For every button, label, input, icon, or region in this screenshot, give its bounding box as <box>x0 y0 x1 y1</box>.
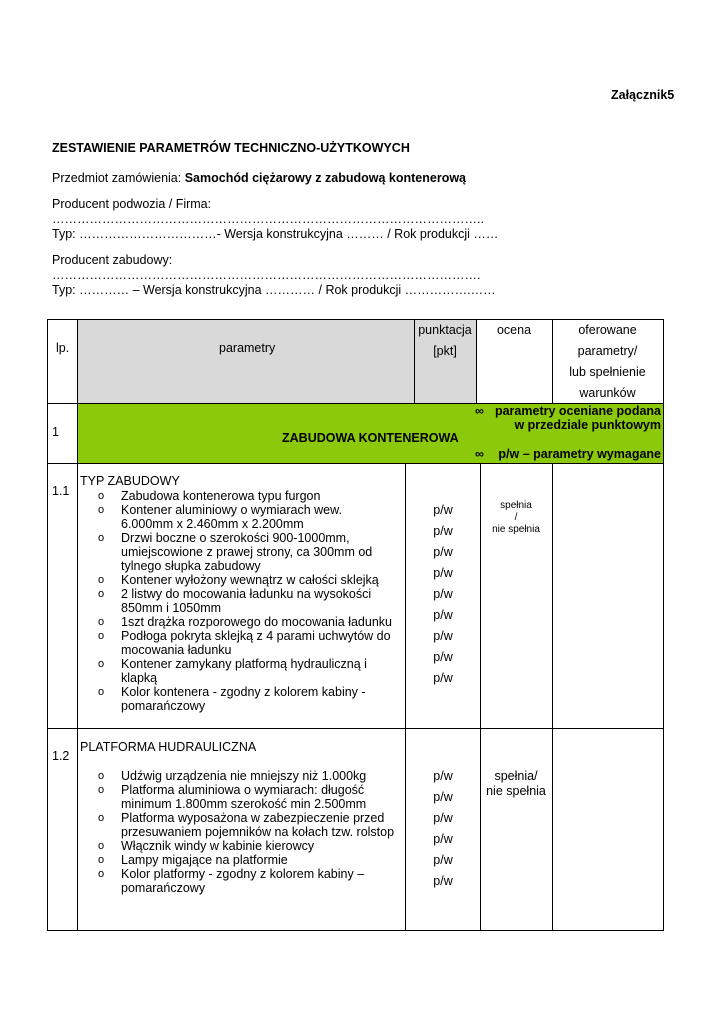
body-producer-dots: …………………………………………………………………………………………. <box>52 268 481 282</box>
bullet-icon: o <box>98 504 105 516</box>
item-line: Kontener zamykany platformą hydrauliczną i <box>121 657 367 671</box>
item-line: Zabudowa kontenerowa typu furgon <box>121 489 321 503</box>
item-line: przesuwaniem pojemników na kołach tzw. rolstop <box>121 825 395 839</box>
points-value: p/w <box>433 587 453 601</box>
item-line: pomarańczowy <box>121 699 206 713</box>
header-lp: lp. <box>56 341 70 355</box>
bullet-icon: o <box>98 574 105 586</box>
legend-symbol-1: ∞ <box>475 404 484 418</box>
bullet-icon: o <box>98 588 105 600</box>
legend-symbol-2: ∞ <box>475 447 484 461</box>
header-bg-parameters <box>77 319 414 403</box>
item-1-2 <box>75 811 405 839</box>
header-points: punktacja [pkt] <box>418 323 472 358</box>
item-0-6 <box>75 629 405 657</box>
chassis-type-line: Typ: ……………………………- Wersja konstrukcyjna ……… / Rok produkcji …… <box>52 227 499 241</box>
points-value: p/w <box>433 545 453 559</box>
bullet-icon: o <box>98 868 105 880</box>
legend-evaluated: parametry oceniane podana w przedziale punktowym <box>494 404 661 432</box>
item-0-2 <box>75 531 405 573</box>
row-items-list <box>75 769 405 895</box>
points-value: p/w <box>433 811 453 825</box>
item-0-4 <box>75 587 405 615</box>
points-value: p/w <box>433 790 453 804</box>
bullet-icon: o <box>98 784 105 796</box>
bullet-icon: o <box>98 770 105 782</box>
section-title: ZABUDOWA KONTENEROWA <box>282 431 459 445</box>
item-line: Kontener wyłożony wewnątrz w całości sklejką <box>121 573 379 587</box>
item-1-4 <box>75 853 405 867</box>
bullet-icon: o <box>98 812 105 824</box>
parameters-table <box>47 319 664 931</box>
item-line: Kolor platformy - zgodny z kolorem kabiny – <box>121 867 365 881</box>
row-title: TYP ZABUDOWY <box>80 474 180 488</box>
legend-required: p/w – parametry wymagane <box>498 447 661 461</box>
item-line: Kontener aluminiowy o wymiarach wew. <box>121 503 342 517</box>
item-line: Podłoga pokryta sklejką z 4 parami uchwytów do <box>121 629 391 643</box>
item-line: klapką <box>121 671 158 685</box>
row-points-column <box>407 766 479 892</box>
points-value: p/w <box>433 524 453 538</box>
subject-line <box>52 171 466 185</box>
points-value: p/w <box>433 671 453 685</box>
item-line: minimum 1.800mm szerokość min 2.500mm <box>121 797 367 811</box>
subject-label: Przedmiot zamówienia: <box>52 171 185 185</box>
row-rating: spełnia/ nie spełnia <box>486 769 546 798</box>
bullet-icon: o <box>98 630 105 642</box>
item-line: 850mm i 1050mm <box>121 601 222 615</box>
item-0-1 <box>75 503 405 531</box>
item-line: mocowania ładunku <box>121 643 232 657</box>
body-producer-label: Producent zabudowy: <box>52 253 173 267</box>
points-value: p/w <box>433 874 453 888</box>
item-line: 2 listwy do mocowania ładunku na wysokości <box>121 587 372 601</box>
item-1-0 <box>75 769 405 783</box>
subject-value: Samochód ciężarowy z zabudową kontenerową <box>184 171 467 185</box>
item-1-1 <box>75 783 405 811</box>
row-rating: spełnia / nie spełnia <box>492 500 540 535</box>
points-value: p/w <box>433 629 453 643</box>
item-line: Udźwig urządzenia nie mniejszy niż 1.000kg <box>121 769 367 783</box>
bullet-icon: o <box>98 490 105 502</box>
item-line: Platforma aluminiowa o wymiarach: długość <box>121 783 365 797</box>
body-type-line: Typ: ………… – Wersja konstrukcyjna ………… / Rok produkcji …………….…… <box>52 283 496 297</box>
document-title: ZESTAWIENIE PARAMETRÓW TECHNICZNO-UŻYTKOWYCH <box>52 141 410 155</box>
item-1-5 <box>75 867 405 895</box>
bullet-icon: o <box>98 840 105 852</box>
bullet-icon: o <box>98 658 105 670</box>
points-value: p/w <box>433 769 453 783</box>
bullet-icon: o <box>98 686 105 698</box>
item-line: Włącznik windy w kabinie kierowcy <box>121 839 315 853</box>
bullet-icon: o <box>98 616 105 628</box>
row-title: PLATFORMA HUDRAULICZNA <box>80 740 257 754</box>
bullet-icon: o <box>98 532 105 544</box>
item-0-3 <box>75 573 405 587</box>
points-value: p/w <box>433 566 453 580</box>
bullet-icon: o <box>98 854 105 866</box>
item-line: pomarańczowy <box>121 881 206 895</box>
item-0-0 <box>75 489 405 503</box>
row-items-list <box>75 489 405 713</box>
item-line: umiejscowione z prawej strony, ca 300mm od <box>121 545 373 559</box>
points-value: p/w <box>433 650 453 664</box>
header-offered: oferowane parametry/ lub spełnienie warunków <box>569 323 646 400</box>
item-line: Drzwi boczne o szerokości 900-1000mm, <box>121 531 350 545</box>
header-rating: ocena <box>496 323 532 337</box>
section-number: 1 <box>52 425 59 439</box>
row-points-column <box>407 500 479 689</box>
item-line: tylnego słupka zabudowy <box>121 559 261 573</box>
points-value: p/w <box>433 832 453 846</box>
item-0-8 <box>75 685 405 713</box>
chassis-producer-dots: ………………………………………………………………………………………….. <box>52 212 484 226</box>
row-number: 1.2 <box>52 749 70 763</box>
item-1-3 <box>75 839 405 853</box>
item-line: Lampy migające na platformie <box>121 853 288 867</box>
row-number: 1.1 <box>52 484 70 498</box>
item-line: Platforma wyposażona w zabezpieczenie przed <box>121 811 385 825</box>
item-0-7 <box>75 657 405 685</box>
points-value: p/w <box>433 853 453 867</box>
header-parameters: parametry <box>219 341 276 355</box>
item-line: Kolor kontenera - zgodny z kolorem kabiny - <box>121 685 366 699</box>
points-value: p/w <box>433 608 453 622</box>
item-line: 1szt drążka rozporowego do mocowania ładunku <box>121 615 392 629</box>
points-value: p/w <box>433 503 453 517</box>
item-line: 6.000mm x 2.460mm x 2.200mm <box>121 517 304 531</box>
item-0-5 <box>75 615 405 629</box>
attachment-label: Załącznik5 <box>611 88 675 102</box>
chassis-producer-label: Producent podwozia / Firma: <box>52 197 212 211</box>
